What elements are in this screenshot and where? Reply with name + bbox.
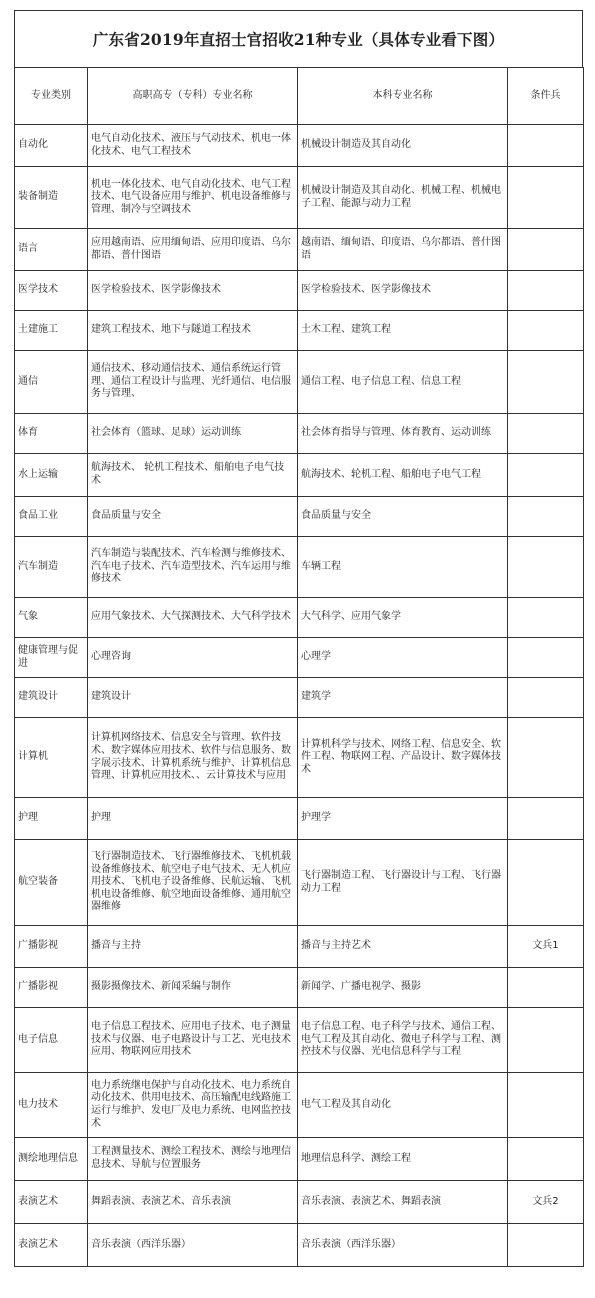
table-row: [15, 1138, 584, 1181]
cell-category: 健康管理与促进: [15, 638, 88, 678]
cell-undergrad: 车辆工程: [298, 537, 508, 598]
table-row: [15, 1008, 584, 1073]
cell-vocational: 计算机网络技术、信息安全与管理、软件技术、数字媒体应用技术、软件与信息服务、数字展示技术、计算机系统与维护、计算机信息管理、计算机应用技术、、云计算技术与应用: [88, 718, 298, 798]
cell-vocational: 社会体育（篮球、足球）运动训练: [88, 414, 298, 454]
table-row: [15, 537, 584, 598]
cell-condition: [508, 271, 584, 311]
cell-condition: [508, 537, 584, 598]
cell-vocational: 建筑工程技术、地下与隧道工程技术: [88, 311, 298, 351]
cell-undergrad: 音乐表演、表演艺术、舞蹈表演: [298, 1181, 508, 1224]
cell-undergrad: 食品质量与安全: [298, 497, 508, 537]
table-row: [15, 229, 584, 271]
cell-vocational: 机电一体化技术、电气自动化技术、电气工程技术、电气设备应用与维护、机电设备维修与管理、制冷与空调技术: [88, 167, 298, 229]
cell-vocational: 播音与主持: [88, 926, 298, 968]
cell-undergrad: 航海技术、轮机工程、船舶电子电气工程: [298, 454, 508, 497]
header-category: 专业类别: [15, 68, 88, 125]
cell-category: 自动化: [15, 125, 88, 167]
header-vocational: 高职高专（专科）专业名称: [88, 68, 298, 125]
table-row: [15, 926, 584, 968]
table-row: [15, 311, 584, 351]
cell-condition: [508, 454, 584, 497]
cell-vocational: 工程测量技术、测绘工程技术、测绘与地理信息技术、导航与位置服务: [88, 1138, 298, 1181]
cell-condition: [508, 167, 584, 229]
cell-condition: [508, 968, 584, 1008]
cell-undergrad: 飞行器制造工程、飞行器设计与工程、飞行器动力工程: [298, 840, 508, 926]
cell-condition: [508, 1224, 584, 1267]
cell-vocational: 音乐表演（西洋乐器）: [88, 1224, 298, 1267]
cell-category: 电子信息: [15, 1008, 88, 1073]
cell-vocational: 摄影摄像技术、新闻采编与制作: [88, 968, 298, 1008]
cell-undergrad: 医学检验技术、医学影像技术: [298, 271, 508, 311]
header-undergrad: 本科专业名称: [298, 68, 508, 125]
table-row: [15, 798, 584, 840]
table-row: [15, 1073, 584, 1138]
cell-category: 体育: [15, 414, 88, 454]
cell-category: 汽车制造: [15, 537, 88, 598]
table-row: [15, 638, 584, 678]
cell-undergrad: 社会体育指导与管理、体育教育、运动训练: [298, 414, 508, 454]
cell-condition: [508, 311, 584, 351]
cell-condition: [508, 598, 584, 638]
cell-vocational: 建筑设计: [88, 678, 298, 718]
cell-vocational: 食品质量与安全: [88, 497, 298, 537]
cell-undergrad: 地理信息科学、测绘工程: [298, 1138, 508, 1181]
table-row: [15, 678, 584, 718]
table-row: [15, 271, 584, 311]
cell-category: 计算机: [15, 718, 88, 798]
cell-category: 广播影视: [15, 926, 88, 968]
cell-category: 广播影视: [15, 968, 88, 1008]
cell-undergrad: 机械设计制造及其自动化: [298, 125, 508, 167]
cell-category: 语言: [15, 229, 88, 271]
table-row: [15, 1181, 584, 1224]
cell-vocational: 舞蹈表演、表演艺术、音乐表演: [88, 1181, 298, 1224]
cell-condition: [508, 229, 584, 271]
cell-condition: [508, 718, 584, 798]
cell-condition: [508, 414, 584, 454]
cell-vocational: 电力系统继电保护与自动化技术、电力系统自动化技术、供用电技术、高压输配电线路施工运行与维护、发电厂及电力系统、电网监控技术: [88, 1073, 298, 1138]
cell-condition: [508, 497, 584, 537]
cell-vocational: 应用越南语、应用缅甸语、应用印度语、乌尔都语、普什图语: [88, 229, 298, 271]
table-row: [15, 414, 584, 454]
cell-category: 食品工业: [15, 497, 88, 537]
cell-category: 水上运输: [15, 454, 88, 497]
cell-undergrad: 通信工程、电子信息工程、信息工程: [298, 351, 508, 414]
cell-category: 表演艺术: [15, 1181, 88, 1224]
table-row: [15, 840, 584, 926]
cell-condition: [508, 125, 584, 167]
table-row: [15, 497, 584, 537]
cell-undergrad: 心理学: [298, 638, 508, 678]
cell-undergrad: 机械设计制造及其自动化、机械工程、机械电子工程、能源与动力工程: [298, 167, 508, 229]
cell-vocational: 飞行器制造技术、飞行器维修技术、飞机机载设备维修技术、航空电子电气技术、无人机应用技术、飞机电子设备维修、民航运输、飞机机电设备维修、航空地面设备维修、通用航空器维修: [88, 840, 298, 926]
cell-condition: [508, 1073, 584, 1138]
cell-condition: [508, 840, 584, 926]
cell-undergrad: 播音与主持艺术: [298, 926, 508, 968]
cell-category: 医学技术: [15, 271, 88, 311]
cell-category: 电力技术: [15, 1073, 88, 1138]
cell-undergrad: 电子信息工程、电子科学与技术、通信工程、电气工程及其自动化、微电子科学与工程、测控技术与仪器、光电信息科学与工程: [298, 1008, 508, 1073]
header-row: [15, 68, 584, 125]
cell-undergrad: 建筑学: [298, 678, 508, 718]
cell-undergrad: 护理学: [298, 798, 508, 840]
cell-vocational: 电气自动化技术、液压与气动技术、机电一体化技术、电气工程技术: [88, 125, 298, 167]
cell-category: 测绘地理信息: [15, 1138, 88, 1181]
cell-undergrad: 音乐表演（西洋乐器）: [298, 1224, 508, 1267]
cell-undergrad: 新闻学、广播电视学、摄影: [298, 968, 508, 1008]
cell-undergrad: 电气工程及其自动化: [298, 1073, 508, 1138]
table-row: [15, 454, 584, 497]
table-row: [15, 125, 584, 167]
cell-category: 表演艺术: [15, 1224, 88, 1267]
table-row: [15, 351, 584, 414]
cell-condition: [508, 798, 584, 840]
majors-table: [14, 67, 584, 1267]
table-row: [15, 598, 584, 638]
cell-condition: 文兵1: [508, 926, 584, 968]
cell-vocational: 电子信息工程技术、应用电子技术、电子测量技术与仪器、电子电路设计与工艺、光电技术应用、物联网应用技术: [88, 1008, 298, 1073]
cell-undergrad: 大气科学、应用气象学: [298, 598, 508, 638]
cell-condition: [508, 351, 584, 414]
header-condition: 条件兵: [508, 68, 584, 125]
cell-undergrad: 越南语、缅甸语、印度语、乌尔都语、普什图语: [298, 229, 508, 271]
cell-condition: [508, 638, 584, 678]
cell-category: 土建施工: [15, 311, 88, 351]
cell-vocational: 应用气象技术、大气探测技术、大气科学技术: [88, 598, 298, 638]
cell-vocational: 护理: [88, 798, 298, 840]
cell-category: 装备制造: [15, 167, 88, 229]
cell-condition: [508, 678, 584, 718]
cell-condition: [508, 1008, 584, 1073]
cell-category: 护理: [15, 798, 88, 840]
cell-undergrad: 计算机科学与技术、网络工程、信息安全、软件工程、物联网工程、产品设计、数字媒体技术: [298, 718, 508, 798]
cell-condition: 文兵2: [508, 1181, 584, 1224]
cell-vocational: 心理咨询: [88, 638, 298, 678]
table-row: [15, 968, 584, 1008]
cell-vocational: 医学检验技术、医学影像技术: [88, 271, 298, 311]
cell-undergrad: 土木工程、建筑工程: [298, 311, 508, 351]
table-row: [15, 167, 584, 229]
cell-vocational: 航海技术、 轮机工程技术、船舶电子电气技术: [88, 454, 298, 497]
cell-category: 通信: [15, 351, 88, 414]
cell-category: 气象: [15, 598, 88, 638]
table-row: [15, 718, 584, 798]
cell-category: 航空装备: [15, 840, 88, 926]
cell-condition: [508, 1138, 584, 1181]
cell-vocational: 通信技术、移动通信技术、通信系统运行管理、通信工程设计与监理、光纤通信、电信服务与管理、: [88, 351, 298, 414]
cell-category: 建筑设计: [15, 678, 88, 718]
cell-vocational: 汽车制造与装配技术、汽车检测与维修技术、汽车电子技术、汽车造型技术、汽车运用与维修技术: [88, 537, 298, 598]
page-title: 广东省2019年直招士官招收21种专业（具体专业看下图）: [14, 10, 583, 68]
table-row: [15, 1224, 584, 1267]
